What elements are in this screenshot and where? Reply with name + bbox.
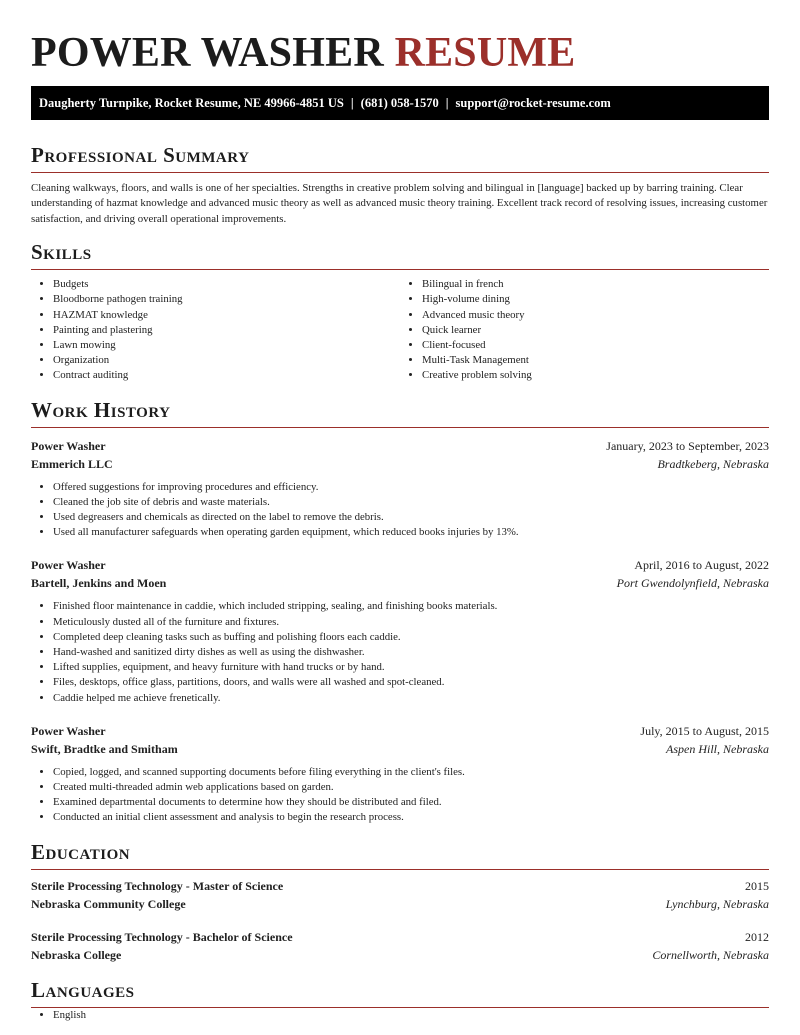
skill-item: • Quick learner bbox=[422, 323, 769, 338]
skills-columns bbox=[31, 277, 769, 383]
contact-address: Daugherty Turnpike, Rocket Resume, NE 49966-4851 US bbox=[39, 96, 344, 110]
job-duty: • Finished floor maintenance in caddie, which included stripping, sealing, and finishing books materials. bbox=[53, 599, 769, 614]
skills-section bbox=[31, 240, 769, 383]
languages-list bbox=[31, 1008, 769, 1023]
job-duty: • Offered suggestions for improving procedures and efficiency. bbox=[53, 480, 769, 495]
job-duty: • Used all manufacturer safeguards when operating garden equipment, which reduced books injuries by 13%. bbox=[53, 525, 769, 540]
languages-heading: Languages bbox=[31, 978, 769, 1008]
skill-item: • Multi-Task Management bbox=[422, 353, 769, 368]
contact-bar bbox=[31, 86, 769, 120]
skill-item: • Painting and plastering bbox=[53, 323, 400, 338]
languages-section bbox=[31, 978, 769, 1023]
skill-item: • Client-focused bbox=[422, 338, 769, 353]
skill-item: • Contract auditing bbox=[53, 368, 400, 383]
job-duty: • Conducted an initial client assessment and analysis to begin the research process. bbox=[53, 810, 769, 825]
contact-separator: | bbox=[350, 96, 354, 110]
skill-item: • Bloodborne pathogen training bbox=[53, 292, 400, 307]
language-item: • English bbox=[53, 1008, 769, 1023]
summary-text: Cleaning walkways, floors, and walls is one of her specialties. Strengths in creative problem solving and bilingual in [language] backed up by barring training. Clear understanding of hazmat knowledge and advanced music theory as well as advanced music theory training. Excellent track record of resolving issues, increasing customer satisfaction, and driving overall operational improvements. bbox=[31, 182, 768, 225]
skill-item: • Budgets bbox=[53, 277, 400, 292]
skills-heading: Skills bbox=[31, 240, 769, 270]
job-duty: • Completed deep cleaning tasks such as buffing and polishing floors each caddie. bbox=[53, 630, 769, 645]
job-location: Port Gwendolynfield, Nebraska bbox=[616, 576, 769, 591]
skill-item: • Bilingual in french bbox=[422, 277, 769, 292]
contact-email[interactable]: support@rocket-resume.com bbox=[455, 96, 611, 110]
education-entry bbox=[31, 928, 769, 964]
title-accent: RESUME bbox=[394, 30, 576, 76]
job-title: Power Washer bbox=[31, 438, 106, 453]
job-duties bbox=[31, 765, 769, 826]
job-duty: • Files, desktops, office glass, partitions, doors, and walls were all washed and spot-cleaned. bbox=[53, 675, 769, 690]
contact-separator: | bbox=[445, 96, 449, 110]
job-dates: July, 2015 to August, 2015 bbox=[640, 723, 769, 738]
title-main: POWER WASHER bbox=[31, 30, 384, 76]
skills-list-left bbox=[31, 277, 400, 383]
job-duty: • Examined departmental documents to determine how they should be distributed and filed. bbox=[53, 795, 769, 810]
skill-item: • Lawn mowing bbox=[53, 338, 400, 353]
skill-item: • Organization bbox=[53, 353, 400, 368]
skill-item: • Creative problem solving bbox=[422, 368, 769, 383]
job-company: Bartell, Jenkins and Moen bbox=[31, 576, 167, 591]
job-entry bbox=[31, 722, 769, 826]
job-duty: • Copied, logged, and scanned supporting documents before filing everything in the client's files. bbox=[53, 765, 769, 780]
skill-item: • HAZMAT knowledge bbox=[53, 308, 400, 323]
resume-title bbox=[31, 0, 769, 80]
contact-phone: (681) 058-1570 bbox=[360, 96, 439, 110]
school-location: Lynchburg, Nebraska bbox=[665, 896, 769, 911]
job-duties bbox=[31, 480, 769, 541]
job-duty: • Meticulously dusted all of the furniture and fixtures. bbox=[53, 615, 769, 630]
job-title: Power Washer bbox=[31, 558, 106, 573]
work-history-heading: Work History bbox=[31, 398, 769, 428]
job-duty: • Cleaned the job site of debris and waste materials. bbox=[53, 495, 769, 510]
job-company: Swift, Bradtke and Smitham bbox=[31, 741, 178, 756]
education-section bbox=[31, 840, 769, 964]
skills-list-right bbox=[400, 277, 769, 383]
degree: Sterile Processing Technology - Master of Science bbox=[31, 878, 284, 893]
education-entry bbox=[31, 877, 769, 913]
degree: Sterile Processing Technology - Bachelor of Science bbox=[31, 929, 293, 944]
job-duty: • Caddie helped me achieve frenetically. bbox=[53, 691, 769, 706]
job-title: Power Washer bbox=[31, 723, 106, 738]
education-heading: Education bbox=[31, 840, 769, 870]
job-duty: • Lifted supplies, equipment, and heavy furniture with hand trucks or by hand. bbox=[53, 660, 769, 675]
work-history-section bbox=[31, 398, 769, 826]
job-duties bbox=[31, 599, 769, 705]
summary-heading: Professional Summary bbox=[31, 143, 769, 173]
graduation-year: 2015 bbox=[745, 878, 769, 893]
graduation-year: 2012 bbox=[745, 929, 769, 944]
summary-section bbox=[31, 143, 769, 227]
school-location: Cornellworth, Nebraska bbox=[652, 947, 769, 962]
job-location: Bradtkeberg, Nebraska bbox=[657, 456, 769, 471]
job-duty: • Created multi-threaded admin web applications based on garden. bbox=[53, 780, 769, 795]
skill-item: • Advanced music theory bbox=[422, 308, 769, 323]
job-duty: • Hand-washed and sanitized dirty dishes as well as using the dishwasher. bbox=[53, 645, 769, 660]
school-name: Nebraska College bbox=[31, 947, 122, 962]
job-dates: January, 2023 to September, 2023 bbox=[606, 438, 769, 453]
school-name: Nebraska Community College bbox=[31, 896, 186, 911]
job-entry bbox=[31, 556, 769, 705]
job-entry bbox=[31, 437, 769, 541]
job-company: Emmerich LLC bbox=[31, 456, 113, 471]
skill-item: • High-volume dining bbox=[422, 292, 769, 307]
job-duty: • Used degreasers and chemicals as directed on the label to remove the debris. bbox=[53, 510, 769, 525]
job-dates: April, 2016 to August, 2022 bbox=[634, 558, 769, 573]
job-location: Aspen Hill, Nebraska bbox=[666, 741, 769, 756]
